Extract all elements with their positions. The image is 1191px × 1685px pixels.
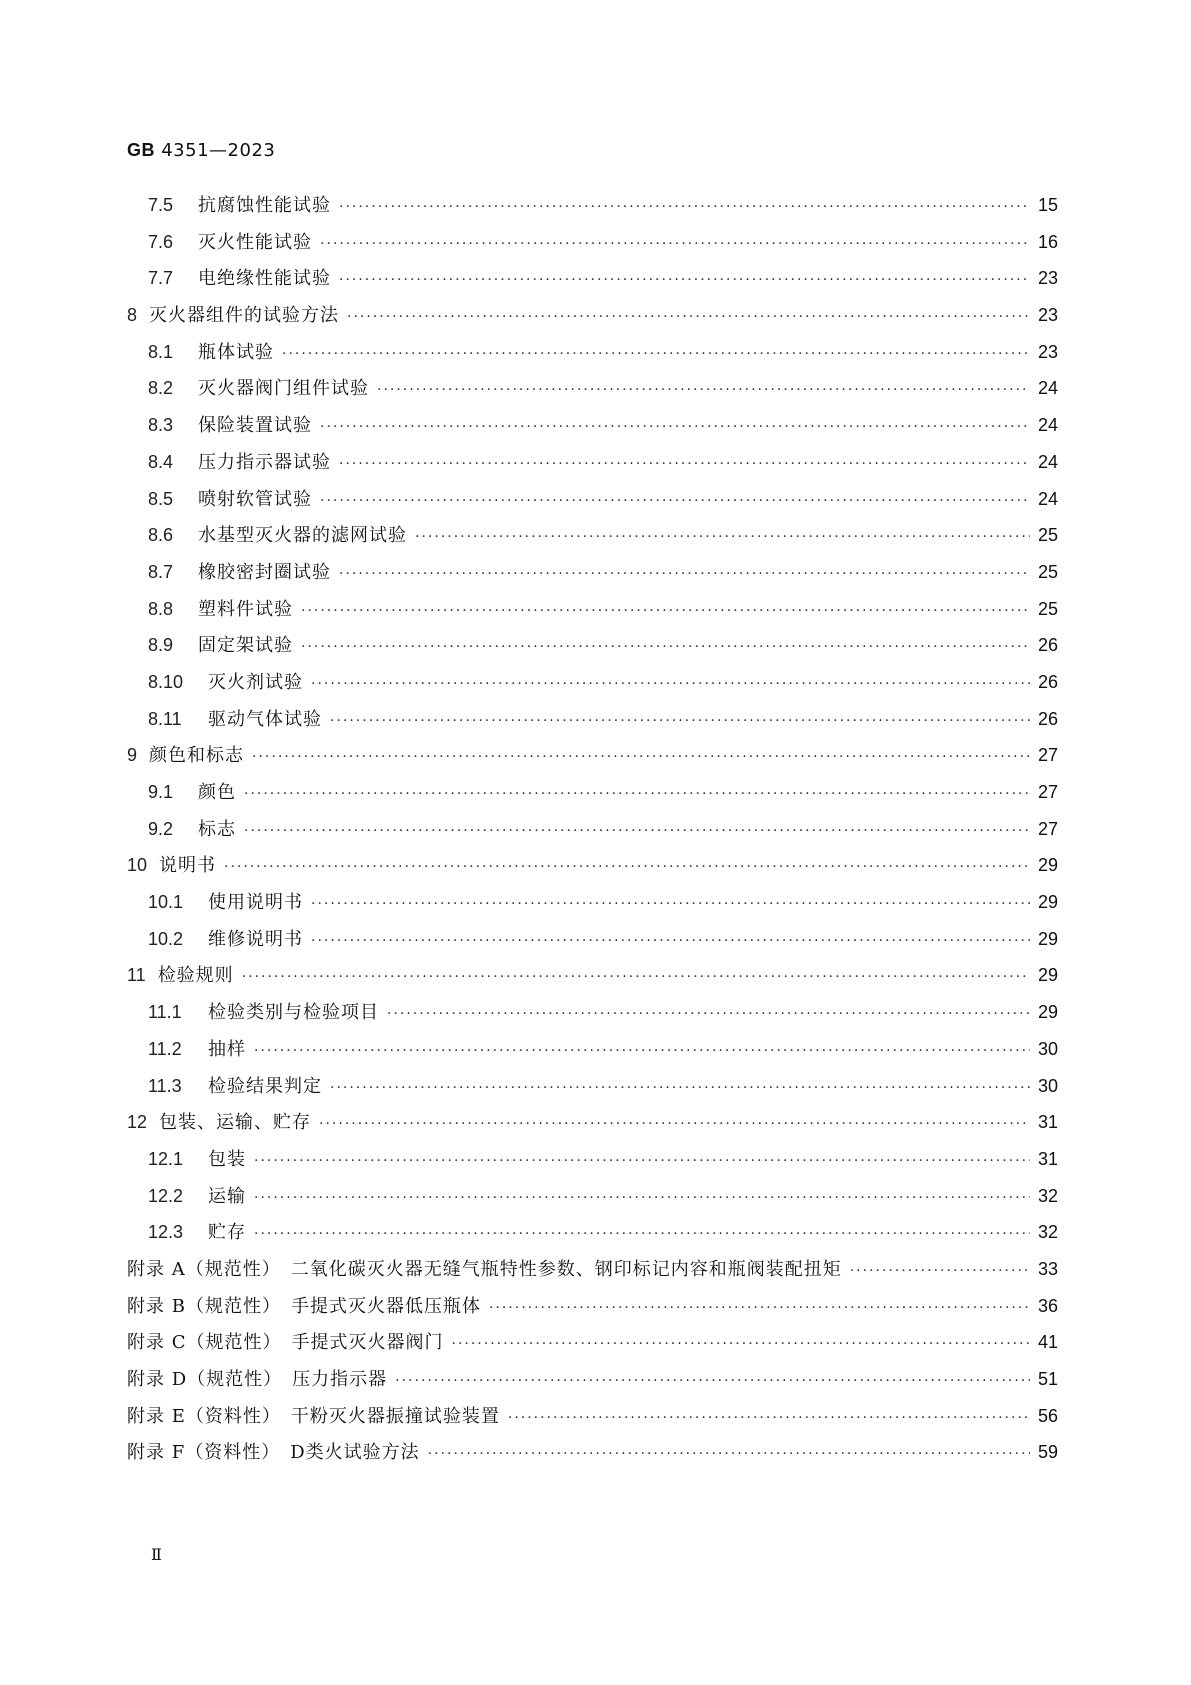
standard-header	[127, 140, 275, 161]
dot-leader	[319, 1116, 1030, 1132]
dot-leader	[320, 419, 1030, 435]
dot-leader	[377, 382, 1030, 398]
section-number: 8.11	[148, 708, 182, 729]
section-number: 12.1	[148, 1148, 184, 1169]
section-title: 灭火器组件的试验方法	[149, 305, 340, 327]
section-number: 7.6	[148, 231, 174, 252]
section-title: 驱动气体试验	[208, 708, 322, 730]
section-number: 7.5	[148, 195, 174, 215]
page-number: 33	[1037, 1258, 1058, 1279]
toc-entry[interactable]	[127, 1072, 1058, 1109]
page-number: 30	[1037, 1038, 1058, 1059]
appendix-tag: 附录 B（规范性）	[127, 1295, 281, 1317]
page-number: 24	[1037, 378, 1058, 399]
dot-leader	[339, 566, 1030, 582]
page-number: 27	[1037, 782, 1058, 802]
page-number: 26	[1037, 635, 1058, 656]
dot-leader	[311, 933, 1030, 949]
section-number: 8.10	[148, 671, 184, 692]
section-title: 包装	[208, 1148, 246, 1170]
dot-leader	[489, 1300, 1030, 1316]
dot-leader	[254, 1043, 1030, 1059]
section-title: 灭火器阀门组件试验	[198, 378, 369, 400]
dot-leader	[320, 236, 1030, 252]
toc-entry[interactable]	[127, 741, 1058, 778]
section-number: 8.8	[148, 598, 174, 619]
dot-leader	[339, 199, 1030, 215]
page-number: 56	[1037, 1405, 1058, 1426]
dot-leader	[347, 309, 1030, 325]
section-title: 塑料件试验	[198, 598, 293, 620]
page-number: 24	[1037, 488, 1058, 509]
toc-appendix-entry[interactable]	[127, 1255, 1058, 1292]
toc-entry[interactable]	[127, 1182, 1058, 1219]
toc-entry[interactable]	[127, 1108, 1058, 1145]
section-number: 11.1	[148, 1002, 182, 1023]
section-title: 保险装置试验	[198, 415, 312, 437]
standard-number: 4351—2023	[161, 140, 276, 161]
section-title: 抗腐蚀性能试验	[198, 195, 331, 216]
section-title: 灭火剂试验	[208, 671, 303, 693]
page-number: 25	[1037, 598, 1058, 619]
page-number: 27	[1037, 818, 1058, 839]
dot-leader	[330, 1080, 1030, 1096]
section-title: 橡胶密封圈试验	[198, 561, 331, 583]
appendix-title: D类火试验方法	[290, 1442, 420, 1464]
section-title: 检验规则	[157, 965, 234, 987]
page-number: 24	[1037, 415, 1058, 436]
toc-entry[interactable]	[127, 228, 1058, 265]
dot-leader	[508, 1410, 1030, 1426]
section-number: 12.2	[148, 1185, 184, 1206]
toc-entry[interactable]	[127, 668, 1058, 705]
section-title: 检验结果判定	[208, 1075, 322, 1097]
toc-entry[interactable]	[127, 264, 1058, 301]
section-title: 维修说明书	[208, 928, 303, 950]
dot-leader	[254, 1153, 1030, 1169]
section-number: 9.1	[148, 782, 174, 802]
toc-entry[interactable]	[127, 558, 1058, 595]
toc-entry[interactable]	[127, 815, 1058, 852]
dot-leader	[311, 676, 1030, 692]
section-title: 标志	[198, 818, 236, 840]
section-title: 贮存	[208, 1222, 246, 1244]
section-title: 颜色和标志	[149, 745, 245, 767]
page-number: 29	[1037, 928, 1058, 949]
toc-entry[interactable]	[127, 411, 1058, 448]
toc-appendix-entry[interactable]	[127, 1402, 1058, 1439]
dot-leader	[244, 786, 1030, 802]
dot-leader	[452, 1336, 1031, 1352]
section-number: 12	[127, 1112, 148, 1133]
toc-entry[interactable]	[127, 374, 1058, 411]
appendix-tag: 附录 D（规范性）	[127, 1369, 283, 1390]
toc-entry[interactable]	[127, 778, 1058, 815]
page-number: 29	[1037, 892, 1058, 913]
toc-appendix-entry[interactable]	[127, 1328, 1058, 1365]
page-number: 26	[1037, 671, 1058, 692]
appendix-title: 干粉灭火器振撞试验装置	[290, 1405, 500, 1427]
toc-entry[interactable]	[127, 595, 1058, 632]
dot-leader	[301, 639, 1030, 655]
dot-leader	[395, 1373, 1030, 1389]
toc-entry[interactable]	[127, 888, 1058, 925]
section-number: 8.9	[148, 635, 174, 656]
page-number: 24	[1037, 451, 1058, 472]
page-number: 29	[1037, 1002, 1058, 1023]
appendix-tag: 附录 E（资料性）	[127, 1405, 281, 1427]
section-title: 使用说明书	[208, 892, 303, 914]
appendix-title: 压力指示器	[292, 1369, 388, 1390]
dot-leader	[224, 859, 1030, 875]
section-number: 12.3	[148, 1222, 184, 1243]
toc-entry[interactable]	[127, 631, 1058, 668]
page-footer-number: Ⅱ	[151, 1547, 162, 1564]
page-number: 30	[1037, 1075, 1058, 1096]
dot-leader	[252, 749, 1030, 765]
toc-appendix-entry[interactable]	[127, 1365, 1058, 1402]
section-title: 喷射软管试验	[198, 488, 312, 510]
dot-leader	[387, 1006, 1030, 1022]
section-title: 抽样	[208, 1038, 246, 1060]
section-number: 8.6	[148, 525, 174, 546]
section-number: 10	[127, 855, 148, 876]
section-number: 11	[127, 965, 146, 986]
appendix-title: 二氧化碳灭火器无缝气瓶特性参数、钢印标记内容和瓶阀装配扭矩	[290, 1258, 842, 1280]
page-number: 29	[1037, 855, 1058, 876]
section-number: 8.5	[148, 488, 174, 509]
section-number: 11.3	[148, 1075, 182, 1096]
appendix-title: 手提式灭火器低压瓶体	[290, 1295, 481, 1317]
toc-entry[interactable]	[127, 191, 1058, 228]
page-number: 32	[1037, 1222, 1058, 1243]
dot-leader	[330, 713, 1030, 729]
toc-entry[interactable]	[127, 705, 1058, 742]
dot-leader	[415, 529, 1030, 545]
dot-leader	[301, 603, 1030, 619]
page-number: 51	[1037, 1369, 1058, 1389]
page-number: 25	[1037, 561, 1058, 582]
page-number: 31	[1037, 1148, 1058, 1169]
section-number: 10.2	[148, 928, 184, 949]
section-number: 8.7	[148, 561, 174, 582]
page-number: 25	[1037, 525, 1058, 546]
page-number: 16	[1037, 231, 1058, 252]
toc-appendix-entry[interactable]	[127, 1292, 1058, 1329]
toc-entry[interactable]	[127, 338, 1058, 375]
dot-leader	[320, 493, 1030, 509]
section-title: 包装、运输、贮存	[159, 1112, 312, 1134]
section-title: 电绝缘性能试验	[198, 268, 331, 290]
page-number: 23	[1037, 305, 1058, 326]
toc-entry[interactable]	[127, 1035, 1058, 1072]
page-number: 23	[1037, 341, 1058, 362]
page-number: 59	[1037, 1442, 1058, 1463]
section-number: 8.3	[148, 415, 174, 436]
table-of-contents	[127, 191, 1058, 1475]
section-title: 说明书	[159, 855, 217, 877]
appendix-tag: 附录 A（规范性）	[127, 1258, 281, 1280]
page-number: 15	[1037, 195, 1058, 215]
section-title: 灭火性能试验	[198, 231, 312, 253]
section-number: 10.1	[148, 892, 184, 913]
appendix-title: 手提式灭火器阀门	[291, 1332, 444, 1354]
toc-entry[interactable]	[127, 851, 1058, 888]
section-number: 8.4	[148, 451, 174, 472]
toc-entry[interactable]	[127, 1218, 1058, 1255]
dot-leader	[244, 823, 1030, 839]
section-title: 运输	[208, 1185, 246, 1207]
section-title: 瓶体试验	[198, 341, 274, 363]
section-title: 水基型灭火器的滤网试验	[198, 525, 407, 547]
section-title: 检验类别与检验项目	[208, 1002, 379, 1024]
toc-entry[interactable]	[127, 521, 1058, 558]
page-number: 26	[1037, 708, 1058, 729]
dot-leader	[339, 272, 1030, 288]
standard-prefix: GB	[127, 140, 155, 160]
section-number: 9.2	[148, 818, 174, 839]
page-number: 41	[1037, 1332, 1058, 1353]
dot-leader	[282, 346, 1030, 362]
appendix-tag: 附录 F（资料性）	[127, 1442, 281, 1464]
page-number: 32	[1037, 1185, 1058, 1206]
section-number: 8.1	[148, 341, 174, 362]
section-title: 颜色	[198, 782, 236, 803]
toc-appendix-entry[interactable]	[127, 1438, 1058, 1475]
dot-leader	[254, 1190, 1030, 1206]
page-number: 23	[1037, 268, 1058, 289]
toc-entry[interactable]	[127, 1145, 1058, 1182]
dot-leader	[254, 1226, 1030, 1242]
dot-leader	[428, 1446, 1030, 1462]
appendix-tag: 附录 C（规范性）	[127, 1332, 282, 1354]
dot-leader	[242, 969, 1030, 985]
section-number: 8	[127, 305, 138, 326]
section-number: 8.2	[148, 378, 174, 399]
page-number: 31	[1037, 1112, 1058, 1133]
dot-leader	[339, 456, 1030, 472]
toc-entry[interactable]	[127, 448, 1058, 485]
toc-entry[interactable]	[127, 925, 1058, 962]
page-number: 27	[1037, 745, 1058, 766]
toc-entry[interactable]	[127, 998, 1058, 1035]
toc-entry[interactable]	[127, 961, 1058, 998]
section-title: 固定架试验	[198, 635, 293, 657]
dot-leader	[311, 896, 1030, 912]
toc-entry[interactable]	[127, 485, 1058, 522]
section-number: 7.7	[148, 268, 174, 289]
page-number: 36	[1037, 1295, 1058, 1316]
toc-entry[interactable]	[127, 301, 1058, 338]
section-number: 9	[127, 745, 138, 766]
page-number: 29	[1037, 965, 1058, 986]
dot-leader	[850, 1263, 1030, 1279]
section-title: 压力指示器试验	[198, 451, 331, 473]
section-number: 11.2	[148, 1038, 182, 1059]
